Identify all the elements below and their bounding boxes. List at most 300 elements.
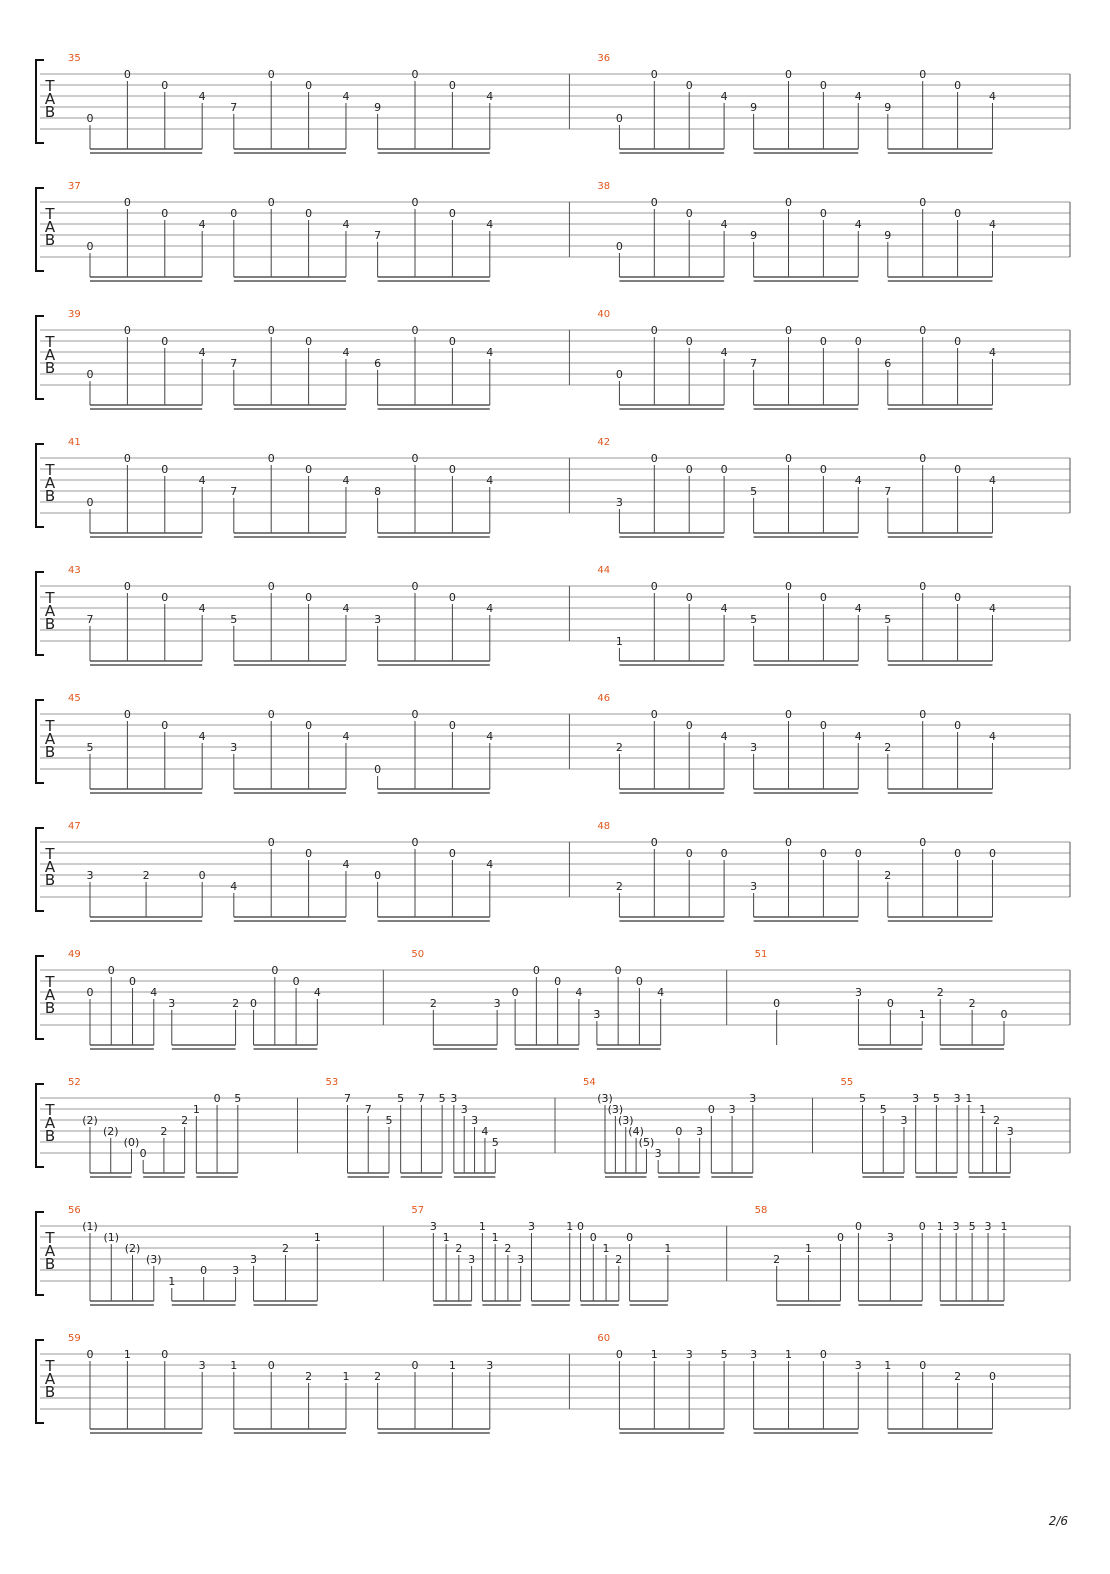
fret-number: 5: [932, 1092, 940, 1105]
measure-number: 54: [583, 1077, 596, 1088]
fret-number: 0: [267, 68, 275, 81]
fret-number: 3: [900, 1114, 908, 1127]
fret-number: 1: [168, 1275, 176, 1288]
fret-number: 4: [486, 730, 494, 743]
fret-number: 0: [86, 240, 94, 253]
fret-number: 2: [281, 1242, 289, 1255]
measure-number: 49: [68, 949, 81, 960]
fret-number: 1: [342, 1370, 350, 1383]
fret-number: 4: [854, 218, 862, 231]
fret-number: 0: [785, 580, 793, 593]
fret-number: 4: [988, 730, 996, 743]
tab-clef-letter: T: [45, 973, 55, 991]
fret-number: 0: [161, 207, 169, 220]
fret-number: 4: [657, 986, 665, 999]
measure-number: 36: [597, 53, 611, 64]
fret-number: 4: [988, 602, 996, 615]
fret-number: 4: [720, 730, 728, 743]
fret-number: 0: [819, 1348, 827, 1361]
fret-number: 4: [198, 602, 206, 615]
fret-number: 3: [750, 1348, 758, 1361]
tab-clef-letter: A: [44, 858, 56, 876]
fret-number: 5: [234, 1092, 242, 1105]
fret-number: 0: [650, 196, 658, 209]
fret-number: 0: [86, 1348, 94, 1361]
fret-number: 3: [198, 1359, 206, 1372]
fret-number: 4: [198, 346, 206, 359]
fret-number: 4: [198, 90, 206, 103]
fret-number: 3: [685, 1348, 693, 1361]
fret-number: 0: [954, 463, 962, 476]
fret-number: 4: [720, 346, 728, 359]
measure-number: 58: [754, 1205, 768, 1216]
fret-number: 0: [198, 869, 206, 882]
tab-clef-letter: T: [45, 1357, 55, 1375]
fret-number: 3: [952, 1220, 960, 1233]
fret-number: 0: [785, 452, 793, 465]
fret-number: 0: [577, 1220, 585, 1233]
fret-number: 0: [532, 964, 540, 977]
fret-number: 0: [123, 452, 131, 465]
fret-number: 3: [654, 1147, 662, 1160]
fret-number: 0: [86, 496, 94, 509]
fret-number: 4: [342, 858, 350, 871]
system-bracket: [36, 1084, 44, 1167]
fret-number: 7: [750, 357, 758, 370]
fret-number: 0: [448, 463, 456, 476]
fret-number: 0: [250, 997, 258, 1010]
fret-number: 0: [919, 580, 927, 593]
fret-number: 1: [884, 1359, 892, 1372]
fret-number: 0: [267, 580, 275, 593]
tab-clef-letter: T: [45, 1229, 55, 1247]
fret-number: 0: [819, 591, 827, 604]
measure-number: 35: [68, 53, 81, 64]
measure-number: 55: [840, 1077, 854, 1088]
system-bracket: [36, 444, 44, 527]
fret-number: 0: [785, 324, 793, 337]
fret-number: 0: [626, 1231, 634, 1244]
fret-number: 4: [988, 474, 996, 487]
fret-number: 0: [292, 975, 300, 988]
fret-number: 1: [192, 1103, 200, 1116]
fret-number: 1: [123, 1348, 131, 1361]
tab-clef-letter: B: [44, 999, 56, 1017]
fret-number: 1: [979, 1103, 987, 1116]
fret-number: 4: [481, 1125, 489, 1138]
fret-number: (2): [124, 1242, 141, 1255]
fret-number: 3: [696, 1125, 704, 1138]
system-bracket: [36, 700, 44, 783]
tab-clef-letter: A: [44, 1242, 56, 1260]
page-number: 2/6: [1048, 1514, 1068, 1528]
fret-number: 9: [884, 101, 892, 114]
fret-number: 3: [886, 1231, 894, 1244]
fret-number: 1: [448, 1359, 456, 1372]
fret-number: 2: [615, 741, 623, 754]
fret-number: 0: [448, 847, 456, 860]
tab-clef-letter: T: [45, 717, 55, 735]
fret-number: 0: [819, 335, 827, 348]
fret-number: 0: [954, 847, 962, 860]
fret-number: 0: [1000, 1008, 1008, 1021]
fret-number: 3: [593, 1008, 601, 1021]
fret-number: 2: [504, 1242, 512, 1255]
fret-number: 5: [230, 613, 238, 626]
system-bracket: [36, 1212, 44, 1295]
fret-number: 0: [685, 335, 693, 348]
fret-number: 1: [602, 1242, 610, 1255]
fret-number: 0: [267, 708, 275, 721]
fret-number: 0: [123, 708, 131, 721]
fret-number: 0: [819, 463, 827, 476]
measure-number: 40: [597, 309, 611, 320]
fret-number: 0: [448, 335, 456, 348]
fret-number: 5: [750, 485, 758, 498]
fret-number: 4: [575, 986, 583, 999]
fret-number: 0: [819, 207, 827, 220]
fret-number: (3): [617, 1114, 634, 1127]
system-bracket: [36, 316, 44, 399]
fret-number: 4: [720, 218, 728, 231]
fret-number: 0: [161, 591, 169, 604]
fret-number: 4: [198, 218, 206, 231]
measure-number: 41: [68, 437, 81, 448]
measure-number: 47: [68, 821, 81, 832]
tab-clef-letter: A: [44, 1114, 56, 1132]
measure-number: 53: [325, 1077, 339, 1088]
fret-number: (4): [628, 1125, 644, 1138]
fret-number: 2: [455, 1242, 463, 1255]
fret-number: 3: [471, 1114, 479, 1127]
fret-number: 4: [342, 602, 350, 615]
fret-number: 1: [442, 1231, 450, 1244]
fret-number: 2: [374, 1370, 382, 1383]
fret-number: 0: [161, 335, 169, 348]
fret-number: 4: [988, 218, 996, 231]
fret-number: 0: [919, 836, 927, 849]
fret-number: 2: [181, 1114, 189, 1127]
fret-number: 8: [374, 485, 382, 498]
fret-number: 0: [305, 335, 313, 348]
fret-number: 0: [267, 196, 275, 209]
fret-number: 0: [161, 79, 169, 92]
fret-number: 1: [664, 1242, 672, 1255]
fret-number: 0: [267, 836, 275, 849]
tab-clef-letter: T: [45, 77, 55, 95]
fret-number: 4: [486, 346, 494, 359]
fret-number: 0: [635, 975, 643, 988]
fret-number: 0: [448, 207, 456, 220]
fret-number: 2: [992, 1114, 1000, 1127]
tab-clef-letter: A: [44, 602, 56, 620]
fret-number: 0: [954, 335, 962, 348]
fret-number: 0: [650, 836, 658, 849]
fret-number: 2: [615, 1253, 623, 1266]
fret-number: 0: [267, 1359, 275, 1372]
fret-number: 2: [936, 986, 944, 999]
fret-number: 4: [342, 218, 350, 231]
fret-number: 0: [650, 708, 658, 721]
fret-number: 6: [884, 357, 892, 370]
fret-number: 0: [554, 975, 562, 988]
tab-clef-letter: T: [45, 333, 55, 351]
fret-number: 0: [161, 719, 169, 732]
fret-number: 4: [342, 730, 350, 743]
fret-number: 0: [785, 836, 793, 849]
fret-number: 5: [86, 741, 94, 754]
fret-number: 0: [107, 964, 115, 977]
fret-number: 5: [859, 1092, 866, 1105]
fret-number: 0: [123, 68, 131, 81]
fret-number: 6: [374, 357, 382, 370]
fret-number: 0: [374, 763, 382, 776]
fret-number: 0: [819, 79, 827, 92]
measure-number: 60: [597, 1333, 611, 1344]
fret-number: 3: [953, 1092, 961, 1105]
tab-clef-letter: B: [44, 615, 56, 633]
fret-number: 5: [438, 1092, 446, 1105]
fret-number: 4: [198, 474, 206, 487]
measure-number: 50: [411, 949, 425, 960]
fret-number: 0: [685, 207, 693, 220]
fret-number: 1: [918, 1008, 926, 1021]
fret-number: 3: [460, 1103, 468, 1116]
system-bracket: [36, 828, 44, 911]
fret-number: 7: [86, 613, 94, 626]
fret-number: 0: [650, 452, 658, 465]
fret-number: 0: [86, 112, 94, 125]
fret-number: 0: [685, 847, 693, 860]
tab-clef-letter: B: [44, 1383, 56, 1401]
fret-number: 0: [448, 591, 456, 604]
fret-number: 0: [139, 1147, 147, 1160]
fret-number: (2): [102, 1125, 119, 1138]
fret-number: 0: [954, 207, 962, 220]
fret-number: 0: [773, 997, 781, 1010]
system-bracket: [36, 1340, 44, 1423]
fret-number: 5: [385, 1114, 393, 1127]
fret-number: 4: [486, 602, 494, 615]
fret-number: 0: [305, 463, 313, 476]
fret-number: 4: [313, 986, 321, 999]
measure-number: 38: [597, 181, 611, 192]
fret-number: 0: [919, 68, 927, 81]
fret-number: 0: [954, 79, 962, 92]
measure-number: 46: [597, 693, 611, 704]
fret-number: 0: [988, 1370, 996, 1383]
fret-number: 2: [884, 869, 892, 882]
fret-number: 3: [230, 741, 238, 754]
fret-number: 3: [1006, 1125, 1014, 1138]
fret-number: 0: [685, 79, 693, 92]
fret-number: 0: [161, 1348, 169, 1361]
fret-number: 4: [342, 346, 350, 359]
fret-number: 0: [919, 324, 927, 337]
fret-number: 0: [720, 463, 728, 476]
tab-clef-letter: B: [44, 1127, 56, 1145]
fret-number: (2): [82, 1114, 98, 1127]
fret-number: 0: [988, 847, 996, 860]
fret-number: 0: [230, 207, 238, 220]
fret-number: 0: [854, 847, 862, 860]
fret-number: 7: [230, 485, 238, 498]
fret-number: 0: [614, 964, 622, 977]
fret-number: 0: [374, 869, 382, 882]
fret-number: 0: [707, 1103, 715, 1116]
fret-number: 4: [988, 90, 996, 103]
fret-number: 5: [397, 1092, 405, 1105]
system-bracket: [36, 956, 44, 1039]
fret-number: 1: [313, 1231, 321, 1244]
fret-number: (1): [103, 1231, 120, 1244]
fret-number: 7: [344, 1092, 351, 1105]
fret-number: 3: [984, 1220, 992, 1233]
fret-number: 0: [305, 79, 313, 92]
tab-clef-letter: T: [45, 1101, 55, 1119]
fret-number: 0: [448, 79, 456, 92]
fret-number: 0: [589, 1231, 597, 1244]
fret-number: 3: [374, 613, 382, 626]
fret-number: 2: [305, 1370, 313, 1383]
fret-number: 0: [854, 335, 862, 348]
measure-number: 56: [68, 1205, 81, 1216]
system-bracket: [36, 188, 44, 271]
fret-number: 1: [650, 1348, 658, 1361]
tab-clef-letter: A: [44, 1370, 56, 1388]
fret-number: 0: [123, 196, 131, 209]
measure-number: 48: [597, 821, 611, 832]
fret-number: 5: [750, 613, 758, 626]
fret-number: 3: [486, 1359, 494, 1372]
fret-number: 5: [968, 1220, 976, 1233]
tab-clef-letter: B: [44, 231, 56, 249]
tab-clef-letter: B: [44, 743, 56, 761]
fret-number: 0: [615, 240, 623, 253]
fret-number: 0: [919, 708, 927, 721]
fret-number: 0: [267, 324, 275, 337]
fret-number: 4: [342, 474, 350, 487]
tab-clef-letter: B: [44, 103, 56, 121]
fret-number: 5: [884, 613, 892, 626]
measure-number: 44: [597, 565, 611, 576]
tab-clef-letter: A: [44, 346, 56, 364]
fret-number: 0: [819, 719, 827, 732]
fret-number: 1: [478, 1220, 486, 1233]
fret-number: 4: [486, 474, 494, 487]
fret-number: 0: [305, 719, 313, 732]
system-bracket: [36, 60, 44, 143]
fret-number: 0: [918, 1220, 926, 1233]
measure-number: 59: [68, 1333, 81, 1344]
fret-number: 4: [988, 346, 996, 359]
fret-number: 2: [232, 997, 240, 1010]
fret-number: 3: [517, 1253, 525, 1266]
fret-number: 0: [86, 368, 94, 381]
fret-number: 2: [884, 741, 892, 754]
fret-number: 7: [884, 485, 892, 498]
fret-number: 0: [919, 196, 927, 209]
fret-number: 0: [720, 847, 728, 860]
fret-number: 0: [200, 1264, 208, 1277]
fret-number: 0: [819, 847, 827, 860]
fret-number: 3: [750, 880, 758, 893]
fret-number: 9: [884, 229, 892, 242]
fret-number: 7: [230, 101, 238, 114]
tab-clef-letter: A: [44, 90, 56, 108]
tab-clef-letter: T: [45, 205, 55, 223]
fret-number: 0: [411, 1359, 419, 1372]
fret-number: 0: [305, 207, 313, 220]
fret-number: 2: [160, 1125, 168, 1138]
fret-number: 0: [685, 719, 693, 732]
fret-number: 3: [250, 1253, 258, 1266]
fret-number: 3: [854, 1359, 862, 1372]
fret-number: 1: [230, 1359, 238, 1372]
fret-number: 0: [411, 452, 419, 465]
fret-number: 0: [650, 68, 658, 81]
fret-number: 2: [429, 997, 437, 1010]
fret-number: 1: [965, 1092, 973, 1105]
fret-number: 3: [86, 869, 94, 882]
fret-number: 0: [267, 452, 275, 465]
tab-clef-letter: A: [44, 474, 56, 492]
fret-number: 1: [785, 1348, 793, 1361]
fret-number: 0: [411, 196, 419, 209]
fret-number: 5: [879, 1103, 887, 1116]
fret-number: 0: [615, 1348, 623, 1361]
fret-number: 0: [411, 836, 419, 849]
fret-number: 0: [785, 708, 793, 721]
fret-number: 9: [750, 101, 758, 114]
fret-number: 3: [168, 997, 176, 1010]
fret-number: 9: [750, 229, 758, 242]
fret-number: 4: [486, 218, 494, 231]
measure-number: 51: [754, 949, 768, 960]
fret-number: 2: [954, 1370, 962, 1383]
fret-number: 7: [364, 1103, 372, 1116]
measure-number: 45: [68, 693, 81, 704]
fret-number: 0: [411, 68, 419, 81]
fret-number: 3: [854, 986, 862, 999]
fret-number: 4: [720, 90, 728, 103]
system-bracket: [36, 572, 44, 655]
fret-number: (3): [597, 1092, 613, 1105]
fret-number: 4: [854, 474, 862, 487]
fret-number: 0: [129, 975, 137, 988]
tab-clef-letter: A: [44, 218, 56, 236]
fret-number: 1: [805, 1242, 813, 1255]
fret-number: (3): [607, 1103, 624, 1116]
measure-number: 39: [68, 309, 81, 320]
fret-number: 1: [566, 1220, 574, 1233]
fret-number: 3: [615, 496, 623, 509]
fret-number: 4: [486, 90, 494, 103]
fret-number: 3: [232, 1264, 240, 1277]
fret-number: 9: [374, 101, 382, 114]
fret-number: 0: [954, 719, 962, 732]
fret-number: 7: [230, 357, 238, 370]
fret-number: 0: [685, 463, 693, 476]
fret-number: 4: [150, 986, 158, 999]
fret-number: 0: [919, 1359, 927, 1372]
tab-clef-letter: B: [44, 871, 56, 889]
fret-number: 3: [527, 1220, 535, 1233]
fret-number: 3: [429, 1220, 437, 1233]
measure-number: 42: [597, 437, 611, 448]
fret-number: 2: [615, 880, 623, 893]
fret-number: 3: [750, 741, 758, 754]
